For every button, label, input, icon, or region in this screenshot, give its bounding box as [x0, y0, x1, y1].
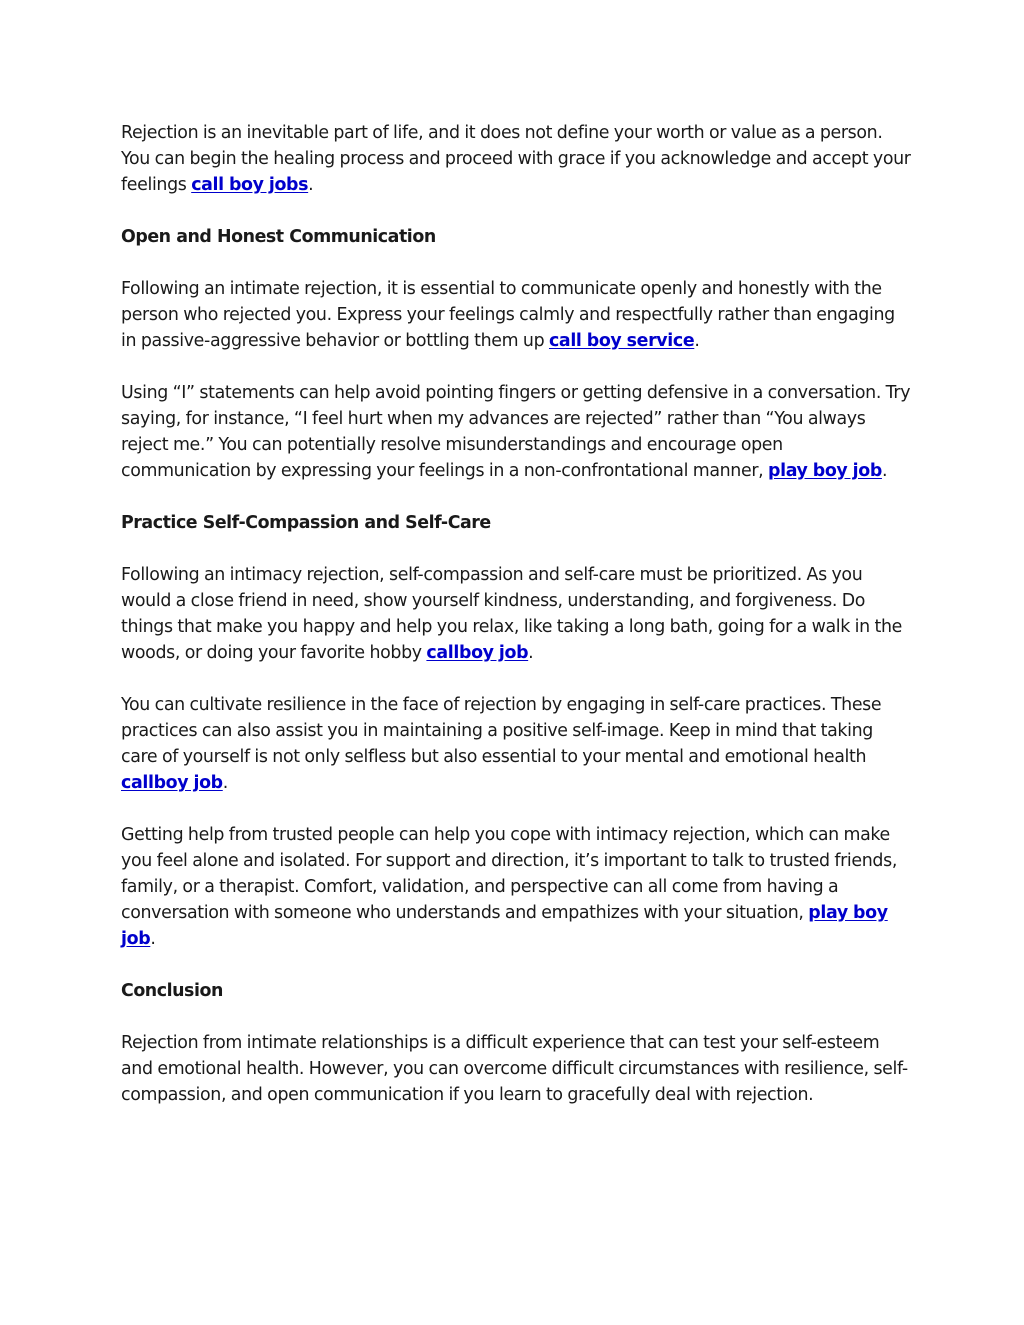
paragraph-text: You can cultivate resilience in the face of rejection by engaging in self-care practices. These practices can also assist you in maintaining a positive self-image. Keep in mind that taking care of yourself is not only selfless but also essential to your mental and emotional health	[121, 695, 882, 767]
callboy-job-link[interactable]: callboy job	[426, 643, 529, 663]
paragraph-period: .	[150, 929, 156, 949]
self-care-paragraph-3	[121, 822, 911, 952]
intro-paragraph	[121, 120, 911, 198]
play-boy-job-link-2[interactable]: play boy job	[121, 903, 888, 949]
call-boy-service-link[interactable]: call boy service	[548, 331, 695, 351]
paragraph-text: Getting help from trusted people can help you cope with intimacy rejection, which can make you feel alone and isolated. For support and direction, it’s important to talk to trusted friends, family, or a therapist. Comfort, validation, and perspective can all come from having a conversation with someone who understands and empathizes with your situation,	[121, 825, 898, 923]
paragraph-text: Using “I” statements can help avoid pointing fingers or getting defensive in a conversation. Try saying, for instance, “I feel hurt when my advances are rejected” rather than “You always reject me.” You can potentially resolve misunderstandings and encourage open communication by expressing your feelings in a non-confrontational manner,	[121, 383, 911, 481]
communication-paragraph-1	[121, 276, 911, 354]
intro-text: Rejection is an inevitable part of life, and it does not define your worth or value as a person. You can begin the healing process and proceed with grace if you acknowledge and accept your feelings	[121, 123, 911, 195]
self-care-paragraph-1	[121, 562, 911, 666]
call-boy-jobs-link[interactable]: call boy jobs	[191, 175, 309, 195]
document-body	[121, 120, 911, 1134]
paragraph-period: .	[528, 643, 534, 663]
section-heading-conclusion: Conclusion	[121, 981, 223, 1001]
section-heading-communication: Open and Honest Communication	[121, 227, 436, 247]
paragraph-period: .	[881, 461, 888, 481]
paragraph-period: .	[694, 331, 700, 351]
section-heading-self-compassion: Practice Self-Compassion and Self-Care	[121, 513, 491, 533]
play-boy-job-link[interactable]: play boy job	[767, 461, 882, 481]
paragraph-text: Following an intimacy rejection, self-compassion and self-care must be prioritized. As you would a close friend in need, show yourself kindness, understanding, and forgiveness. Do things that make you happy and help you relax, like taking a long bath, going for a walk in the woods, or doing your favorite hobby	[121, 565, 903, 663]
callboy-job-link-2[interactable]: callboy job	[121, 773, 223, 793]
conclusion-paragraph	[121, 1030, 911, 1108]
intro-period: .	[308, 175, 314, 195]
paragraph-text: Following an intimate rejection, it is essential to communicate openly and honestly with the person who rejected you. Express your feelings calmly and respectfully rather than engaging in passive-aggressive behavior or bottling them up	[121, 279, 895, 351]
paragraph-text: Rejection from intimate relationships is a difficult experience that can test your self-esteem and emotional health. However, you can overcome difficult circumstances with resilience, self-compassion, and open communication if you learn to gracefully deal with rejection.	[121, 1033, 908, 1105]
communication-paragraph-2	[121, 380, 911, 484]
paragraph-period: .	[222, 773, 228, 793]
self-care-paragraph-2	[121, 692, 911, 796]
